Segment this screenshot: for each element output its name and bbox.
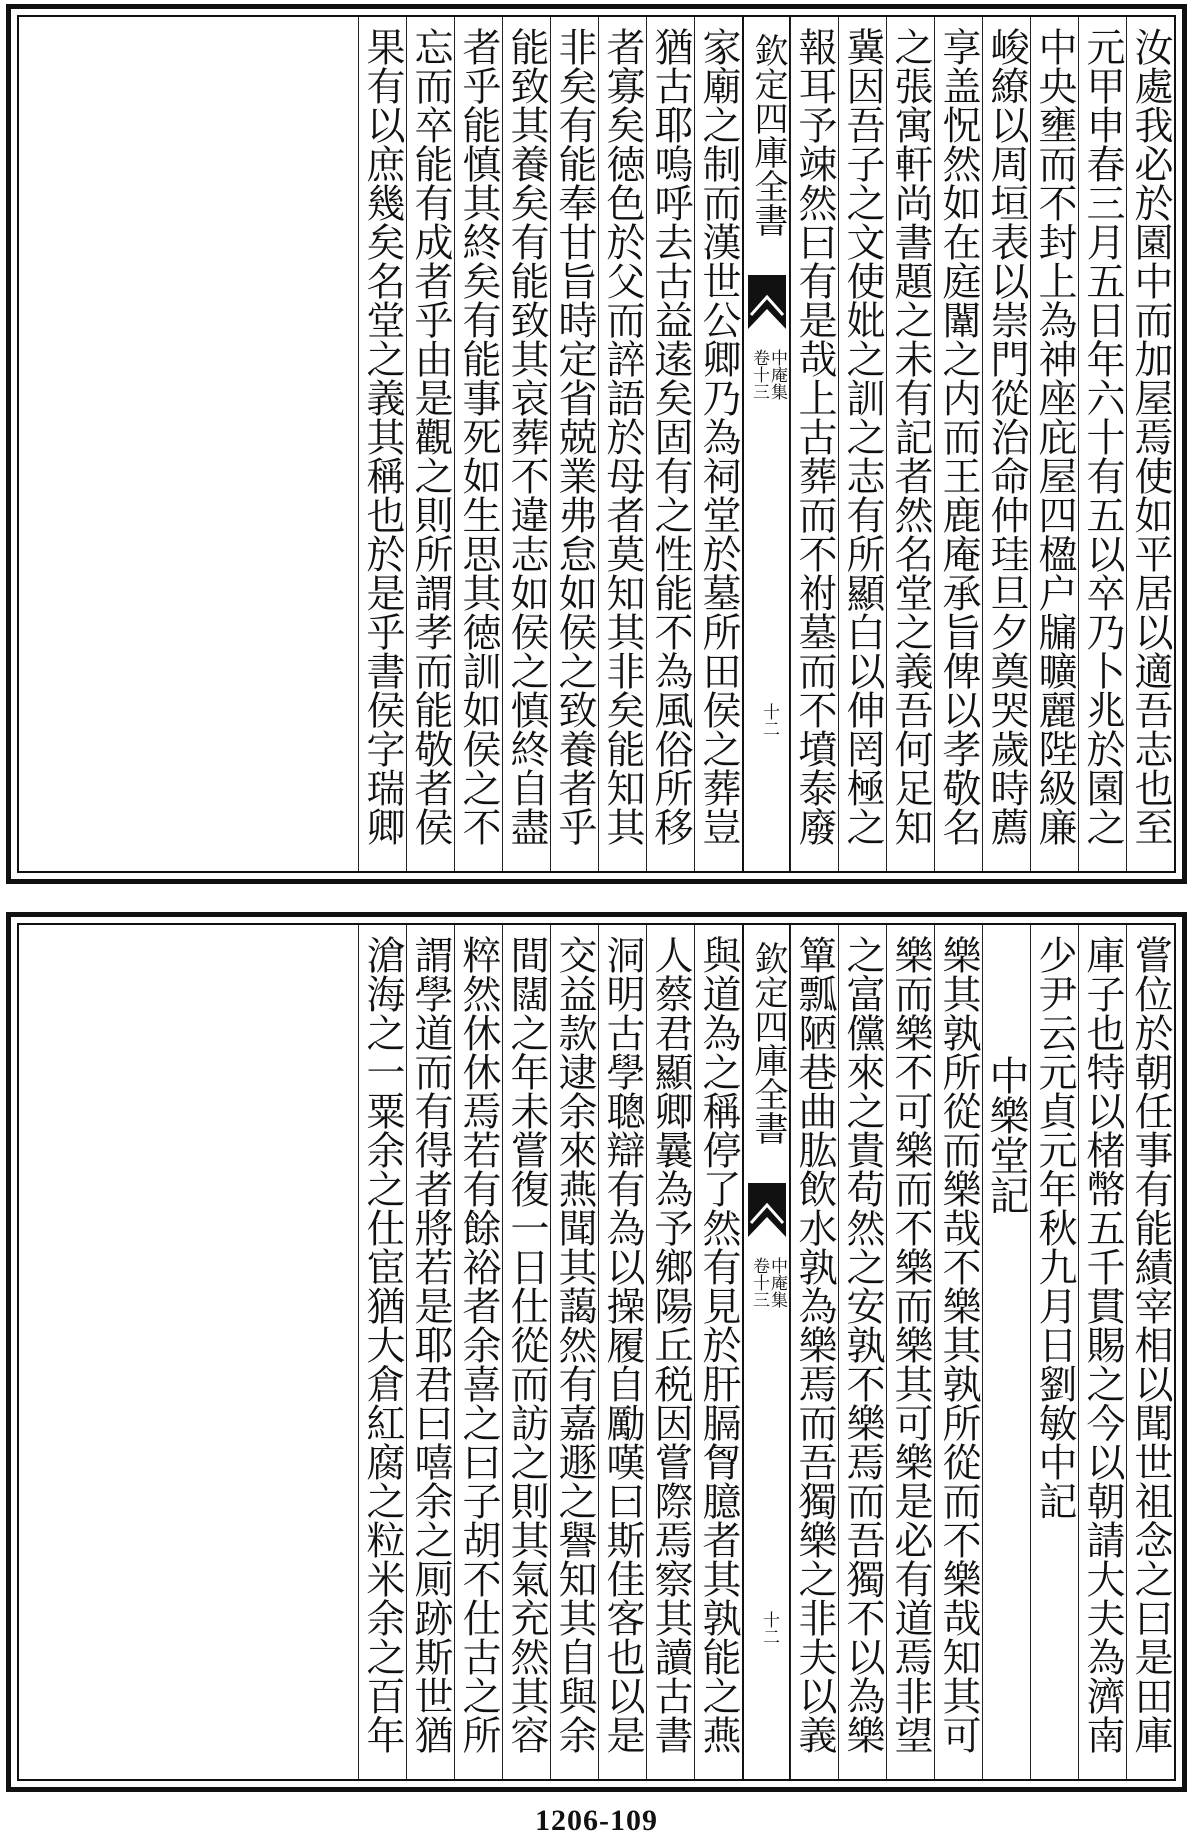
text-column: 謂學道而有得者將若是耶君曰嘻余之厠跡斯世猶 [406, 925, 454, 1779]
essay-title: 中樂堂記 [982, 925, 1030, 1779]
fishtail-mark-icon [748, 1183, 786, 1237]
text-column: 洞明古學聰辯有為以操履自勵嘆曰斯佳客也以是 [598, 925, 646, 1779]
text-column: 元甲申春三月五日年六十有五以卒乃卜兆於園之 [1078, 17, 1126, 871]
text-column: 之張寓軒尚書題之未有記者然名堂之義吾何足知 [886, 17, 934, 871]
text-column: 非矣有能奉甘旨時定省兢業弗怠如侯之致養者乎 [550, 17, 598, 871]
volume-label [750, 1257, 786, 1367]
text-column: 人蔡君顯卿曩為予鄉陽丘税因嘗際焉察其讀古書 [646, 925, 694, 1779]
text-column: 冀因吾子之文使妣之訓之志有所顯白以伸罔極之 [838, 17, 886, 871]
text-column: 果有以庶幾矣名堂之義其稱也於是乎書侯字瑞卿 [358, 17, 406, 871]
text-column: 猶古耶嗚呼去古益逺矣固有之性能不為風俗所移 [646, 17, 694, 871]
text-column: 庫子也特以楮幣五千貫賜之今以朝請大夫為濟南 [1078, 925, 1126, 1779]
catalog-number: 1206-109 [535, 1804, 658, 1837]
lower-page-text-block [17, 923, 1176, 1781]
volume-label [750, 349, 786, 459]
text-column: 之富儻來之貴苟然之安孰不樂焉而吾獨不以為樂 [838, 925, 886, 1779]
lower-page [6, 912, 1187, 1792]
folio-number: 十二 [759, 703, 779, 737]
volume-number: 卷十三 [749, 1257, 769, 1308]
collection-name: 中庵集 [767, 349, 787, 400]
fishtail-mark-icon [748, 275, 786, 329]
text-column: 者寡矣徳色於父而誶語於母者莫知其非矣能知其 [598, 17, 646, 871]
text-column: 與道為之稱停了然有見於肝膈胷臆者其孰能之燕 [694, 925, 742, 1779]
text-column: 嘗位於朝任事有能績宰相以聞世祖念之曰是田庫 [1126, 925, 1174, 1779]
signature-column: 少尹云元貞元年秋九月日劉敏中記 [1030, 925, 1078, 1779]
text-column: 峻繚以周垣表以崇門從治命仲珪旦夕奠哭歲時薦 [982, 17, 1030, 871]
text-column: 交益款逮余來燕聞其藹然有嘉遯之譽知其自與余 [550, 925, 598, 1779]
book-title: 欽定四庫全書 [748, 33, 788, 237]
text-column: 中央壅而不封上為神座庇屋四楹户牖曠麗陛級廉 [1030, 17, 1078, 871]
folio-number: 十二 [759, 1611, 779, 1645]
text-column: 滄海之一粟余之仕宦猶大倉紅腐之粒米余之百年 [358, 925, 406, 1779]
volume-number: 卷十三 [749, 349, 769, 400]
text-column: 忘而卒能有成者乎由是觀之則所謂孝而能敬者侯 [406, 17, 454, 871]
text-column: 能致其養矣有能致其哀葬不違志如侯之慎終自盡 [502, 17, 550, 871]
text-column: 享盖怳然如在庭闈之内而王鹿庵承旨俾以孝敬名 [934, 17, 982, 871]
upper-page [6, 4, 1187, 884]
text-column: 樂其孰所從而樂哉不樂其孰所從而不樂哉知其可 [934, 925, 982, 1779]
text-column: 者乎能慎其終矣有能事死如生思其徳訓如侯之不 [454, 17, 502, 871]
text-column: 粹然休休焉若有餘裕者余喜之曰子胡不仕古之所 [454, 925, 502, 1779]
text-column: 家廟之制而漢世公卿乃為祠堂於墓所田侯之葬豈 [694, 17, 742, 871]
center-margin [742, 925, 790, 1779]
upper-page-text-block [17, 15, 1176, 873]
text-column: 樂而樂不可樂而不樂而樂其可樂是必有道焉非望 [886, 925, 934, 1779]
center-margin [742, 17, 790, 871]
text-column: 間闊之年未嘗復一日仕從而訪之則其氣充然其容 [502, 925, 550, 1779]
text-column: 簞瓢陋巷曲肱飲水孰為樂焉而吾獨樂之非夫以義 [790, 925, 838, 1779]
text-column: 汝處我必於園中而加屋焉使如平居以適吾志也至 [1126, 17, 1174, 871]
collection-name: 中庵集 [767, 1257, 787, 1308]
book-title: 欽定四庫全書 [748, 941, 788, 1145]
text-column: 報耳予竦然曰有是哉上古葬而不祔墓而不墳泰廢 [790, 17, 838, 871]
